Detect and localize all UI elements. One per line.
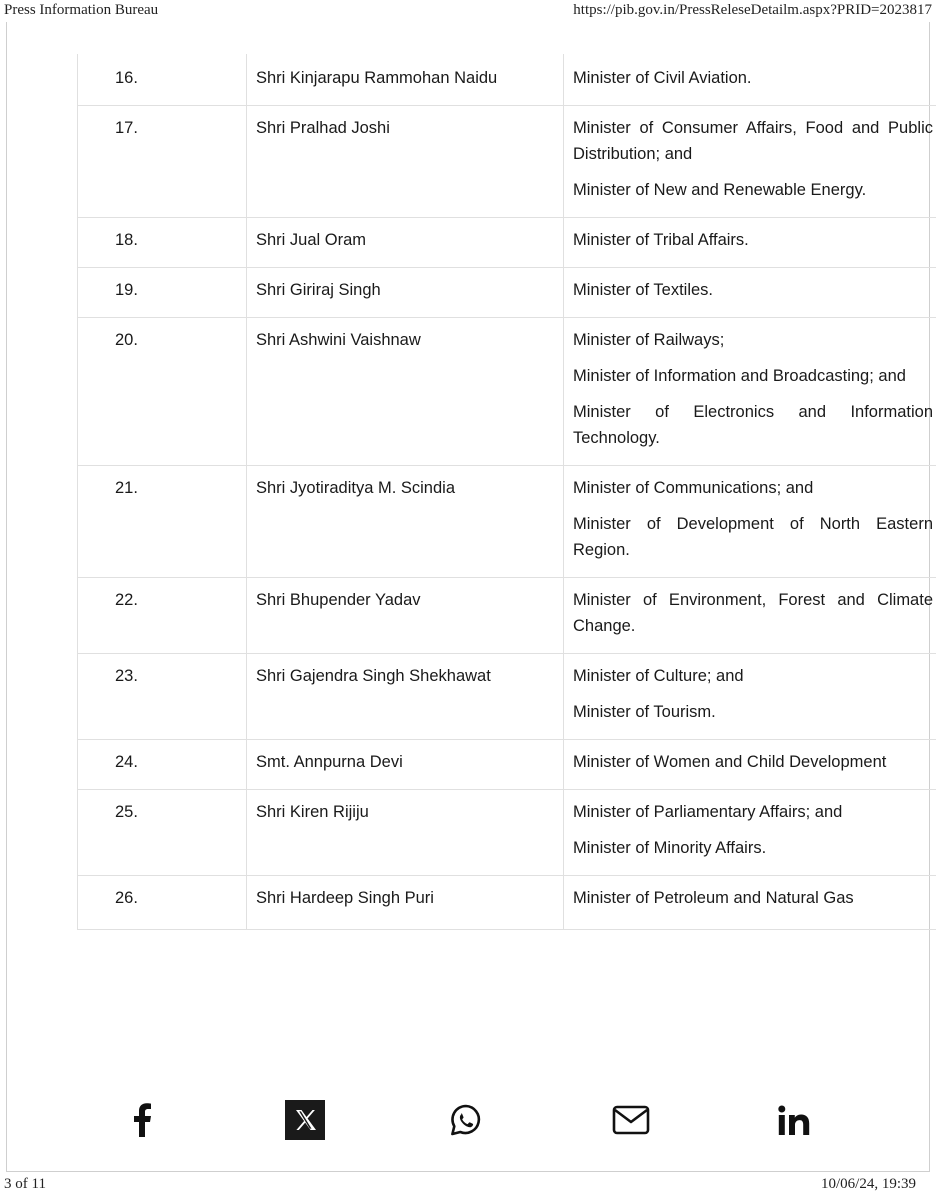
portfolio-cell <box>564 740 936 790</box>
linkedin-share-button[interactable] <box>772 1098 816 1142</box>
ministers-table <box>77 54 936 930</box>
portfolio-line: Minister of Communications; and <box>573 479 814 497</box>
portfolio-line: Minister of Information and Broadcasting; and <box>573 367 906 385</box>
minister-name-cell: Shri Jyotiraditya M. Scindia <box>247 466 564 578</box>
serial-number-cell: 19. <box>78 268 247 318</box>
table-row <box>78 740 936 790</box>
portfolio-line: Minister of Development of North Eastern Region. <box>573 515 933 559</box>
x-share-button[interactable] <box>283 1098 327 1142</box>
linkedin-icon <box>778 1105 810 1135</box>
serial-number-cell: 23. <box>78 654 247 740</box>
portfolio-line: Minister of Parliamentary Affairs; and <box>573 803 843 821</box>
minister-name-cell: Smt. Annpurna Devi <box>247 740 564 790</box>
page-number: 3 of 11 <box>4 1176 46 1192</box>
serial-number-cell: 16. <box>78 54 247 106</box>
portfolio-line: Minister of Textiles. <box>573 281 713 299</box>
facebook-share-button[interactable] <box>120 1098 164 1142</box>
minister-name-cell: Shri Pralhad Joshi <box>247 106 564 218</box>
minister-name-cell: Shri Giriraj Singh <box>247 268 564 318</box>
portfolio-line: Minister of Environment, Forest and Climate Change. <box>573 591 933 635</box>
table-row <box>78 268 936 318</box>
whatsapp-icon <box>449 1103 483 1137</box>
minister-name-cell: Shri Kiren Rijiju <box>247 790 564 876</box>
print-header <box>0 0 936 24</box>
serial-number-cell: 17. <box>78 106 247 218</box>
portfolio-cell <box>564 578 936 654</box>
portfolio-cell <box>564 654 936 740</box>
table-row <box>78 578 936 654</box>
table-row <box>78 106 936 218</box>
minister-name-cell: Shri Gajendra Singh Shekhawat <box>247 654 564 740</box>
portfolio-cell <box>564 790 936 876</box>
email-icon <box>612 1105 650 1135</box>
minister-name-cell: Shri Kinjarapu Rammohan Naidu <box>247 54 564 106</box>
minister-name-cell: Shri Jual Oram <box>247 218 564 268</box>
table-row <box>78 54 936 106</box>
portfolio-line: Minister of New and Renewable Energy. <box>573 181 867 199</box>
serial-number-cell: 20. <box>78 318 247 466</box>
portfolio-cell <box>564 876 936 930</box>
portfolio-cell <box>564 218 936 268</box>
serial-number-cell: 21. <box>78 466 247 578</box>
portfolio-cell <box>564 466 936 578</box>
table-row <box>78 654 936 740</box>
portfolio-line: Minister of Culture; and <box>573 667 744 685</box>
portfolio-line: Minister of Tourism. <box>573 703 716 721</box>
share-bar <box>0 1098 936 1146</box>
table-row <box>78 790 936 876</box>
portfolio-line: Minister of Women and Child Development <box>573 753 887 771</box>
serial-number-cell: 22. <box>78 578 247 654</box>
portfolio-line: Minister of Railways; <box>573 331 725 349</box>
portfolio-line: Minister of Consumer Affairs, Food and Public Distribution; and <box>573 119 933 163</box>
x-icon <box>285 1100 325 1140</box>
portfolio-line: Minister of Tribal Affairs. <box>573 231 749 249</box>
serial-number-cell: 18. <box>78 218 247 268</box>
print-datetime: 10/06/24, 19:39 <box>820 1176 916 1192</box>
portfolio-cell <box>564 318 936 466</box>
portfolio-line: Minister of Civil Aviation. <box>573 69 752 87</box>
serial-number-cell: 25. <box>78 790 247 876</box>
minister-name-cell: Shri Bhupender Yadav <box>247 578 564 654</box>
table-row <box>78 876 936 930</box>
table-row <box>78 218 936 268</box>
whatsapp-share-button[interactable] <box>444 1098 488 1142</box>
facebook-icon <box>131 1103 153 1137</box>
minister-name-cell: Shri Ashwini Vaishnaw <box>247 318 564 466</box>
portfolio-cell <box>564 106 936 218</box>
serial-number-cell: 24. <box>78 740 247 790</box>
portfolio-cell <box>564 54 936 106</box>
portfolio-line: Minister of Petroleum and Natural Gas <box>573 889 854 907</box>
table-row <box>78 318 936 466</box>
email-share-button[interactable] <box>609 1098 653 1142</box>
print-footer <box>0 1176 936 1196</box>
portfolio-line: Minister of Minority Affairs. <box>573 839 767 857</box>
minister-name-cell: Shri Hardeep Singh Puri <box>247 876 564 930</box>
page-url: https://pib.gov.in/PressReleseDetailm.aspx?PRID=2023817 <box>573 2 932 18</box>
serial-number-cell: 26. <box>78 876 247 930</box>
portfolio-line: Minister of Electronics and Information Technology. <box>573 403 933 447</box>
table-row <box>78 466 936 578</box>
portfolio-cell <box>564 268 936 318</box>
site-name: Press Information Bureau <box>4 2 159 18</box>
